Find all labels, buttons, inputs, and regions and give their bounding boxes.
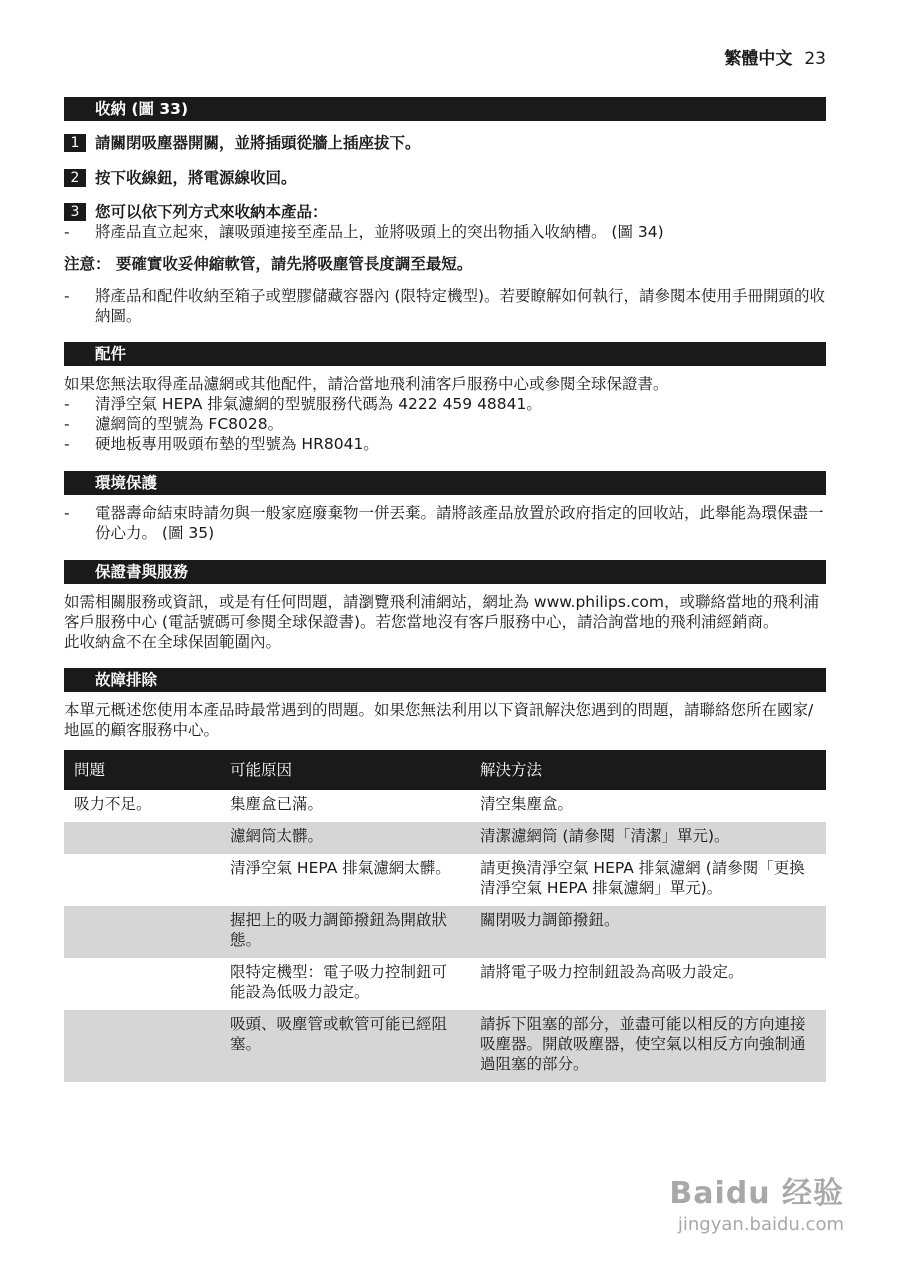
section-heading-environment: 環境保護 [64, 471, 826, 495]
list-item: - 濾網筒的型號為 FC8028。 [64, 415, 284, 433]
step-text: 您可以依下列方式來收納本產品： [95, 203, 328, 221]
section-heading-storage: 收納 (圖 33) [64, 97, 826, 121]
page-number: 23 [804, 49, 826, 69]
table-row [64, 906, 826, 958]
step-number: 2 [64, 169, 86, 187]
step-text: 按下收線鈕，將電源線收回。 [95, 169, 297, 187]
table-row [64, 854, 826, 906]
table-row [64, 790, 826, 822]
troubleshooting-table [64, 750, 826, 1082]
table-row [64, 958, 826, 1010]
column-header-problem: 問題 [64, 750, 220, 790]
cell-cause: 吸頭、吸塵管或軟管可能已經阻塞。 [220, 1010, 470, 1082]
cell-solution: 關閉吸力調節撥鈕。 [470, 906, 826, 958]
cell-solution: 請將電子吸力控制鈕設為高吸力設定。 [480, 963, 744, 981]
table-row [64, 1010, 826, 1082]
cell-solution: 請拆下阻塞的部分，並盡可能以相反的方向連接吸塵器。開啟吸塵器，使空氣以相反方向強制通過阻塞的部分。 [470, 1010, 826, 1082]
step-number: 3 [64, 203, 86, 221]
section-heading-warranty: 保證書與服務 [64, 560, 826, 584]
cell-cause: 清淨空氣 HEPA 排氣濾網太髒。 [230, 859, 451, 877]
cell-cause: 集塵盒已滿。 [230, 795, 324, 813]
list-item: - 清淨空氣 HEPA 排氣濾網的型號服務代碼為 4222 459 48841。 [64, 395, 542, 413]
list-item: - 電器壽命結束時請勿與一般家庭廢棄物一併丟棄。請將該產品放置於政府指定的回收站，此舉能為環保盡一份心力。 (圖 35) [64, 504, 824, 542]
language-label: 繁體中文 [724, 49, 793, 69]
step-1 [64, 133, 826, 153]
cell-cause: 濾網筒太髒。 [220, 822, 470, 854]
section-heading-accessories: 配件 [64, 342, 826, 366]
table-row [64, 822, 826, 854]
watermark [669, 1168, 844, 1235]
note-text: 注意： 要確實收妥伸縮軟管，請先將吸塵管長度調至最短。 [64, 255, 473, 273]
cell-problem: 吸力不足。 [74, 795, 152, 813]
column-header-cause: 可能原因 [220, 750, 470, 790]
page-header [724, 44, 826, 69]
table-header-row [64, 750, 826, 790]
cell-problem [64, 958, 220, 1010]
step-text: 請關閉吸塵器開關，並將插頭從牆上插座拔下。 [95, 134, 421, 152]
cell-solution: 清潔濾網筒 (請參閱「清潔」單元)。 [470, 822, 826, 854]
document-body [64, 97, 826, 1082]
step-3 [64, 202, 826, 222]
column-header-solution: 解決方法 [470, 750, 826, 790]
section-heading-troubleshooting: 故障排除 [64, 668, 826, 692]
watermark-logo: Baidu 经验 [669, 1176, 844, 1211]
accessories-intro: 如果您無法取得產品濾網或其他配件，請洽當地飛利浦客戶服務中心或參閱全球保證書。 [64, 375, 669, 393]
list-item: - 將產品直立起來，讓吸頭連接至產品上，並將吸頭上的突出物插入收納槽。 (圖 34) [64, 223, 664, 241]
warranty-note: 此收納盒不在全球保固範圍內。 [64, 633, 282, 651]
troubleshooting-intro: 本單元概述您使用本產品時最常遇到的問題。如果您無法利用以下資訊解決您遇到的問題，請聯絡您所在國家/地區的顧客服務中心。 [64, 701, 814, 739]
cell-solution: 請更換清淨空氣 HEPA 排氣濾網 (請參閱「更換清淨空氣 HEPA 排氣濾網」單元)。 [480, 859, 805, 897]
step-number: 1 [64, 134, 86, 152]
cell-solution: 清空集塵盒。 [480, 795, 574, 813]
cell-problem [64, 822, 220, 854]
cell-cause: 握把上的吸力調節撥鈕為開啟狀態。 [220, 906, 470, 958]
list-item: - 將產品和配件收納至箱子或塑膠儲藏容器內 (限特定機型)。若要瞭解如何執行，請參閱本使用手冊開頭的收納圖。 [64, 287, 826, 325]
cell-problem [64, 906, 220, 958]
cell-cause: 限特定機型：電子吸力控制鈕可能設為低吸力設定。 [230, 963, 448, 1001]
cell-problem [64, 854, 220, 906]
warranty-paragraph: 如需相關服務或資訊，或是有任何問題，請瀏覽飛利浦網站，網址為 www.philips.com，或聯絡當地的飛利浦客戶服務中心 (電話號碼可參閱全球保證書)。若您當地沒有客戶服務中心，請洽詢當地的飛利浦經銷商。 [64, 593, 819, 631]
list-item: - 硬地板專用吸頭布墊的型號為 HR8041。 [64, 435, 379, 453]
watermark-url: jingyan.baidu.com [677, 1214, 844, 1235]
cell-problem [64, 1010, 220, 1082]
step-2 [64, 168, 826, 188]
